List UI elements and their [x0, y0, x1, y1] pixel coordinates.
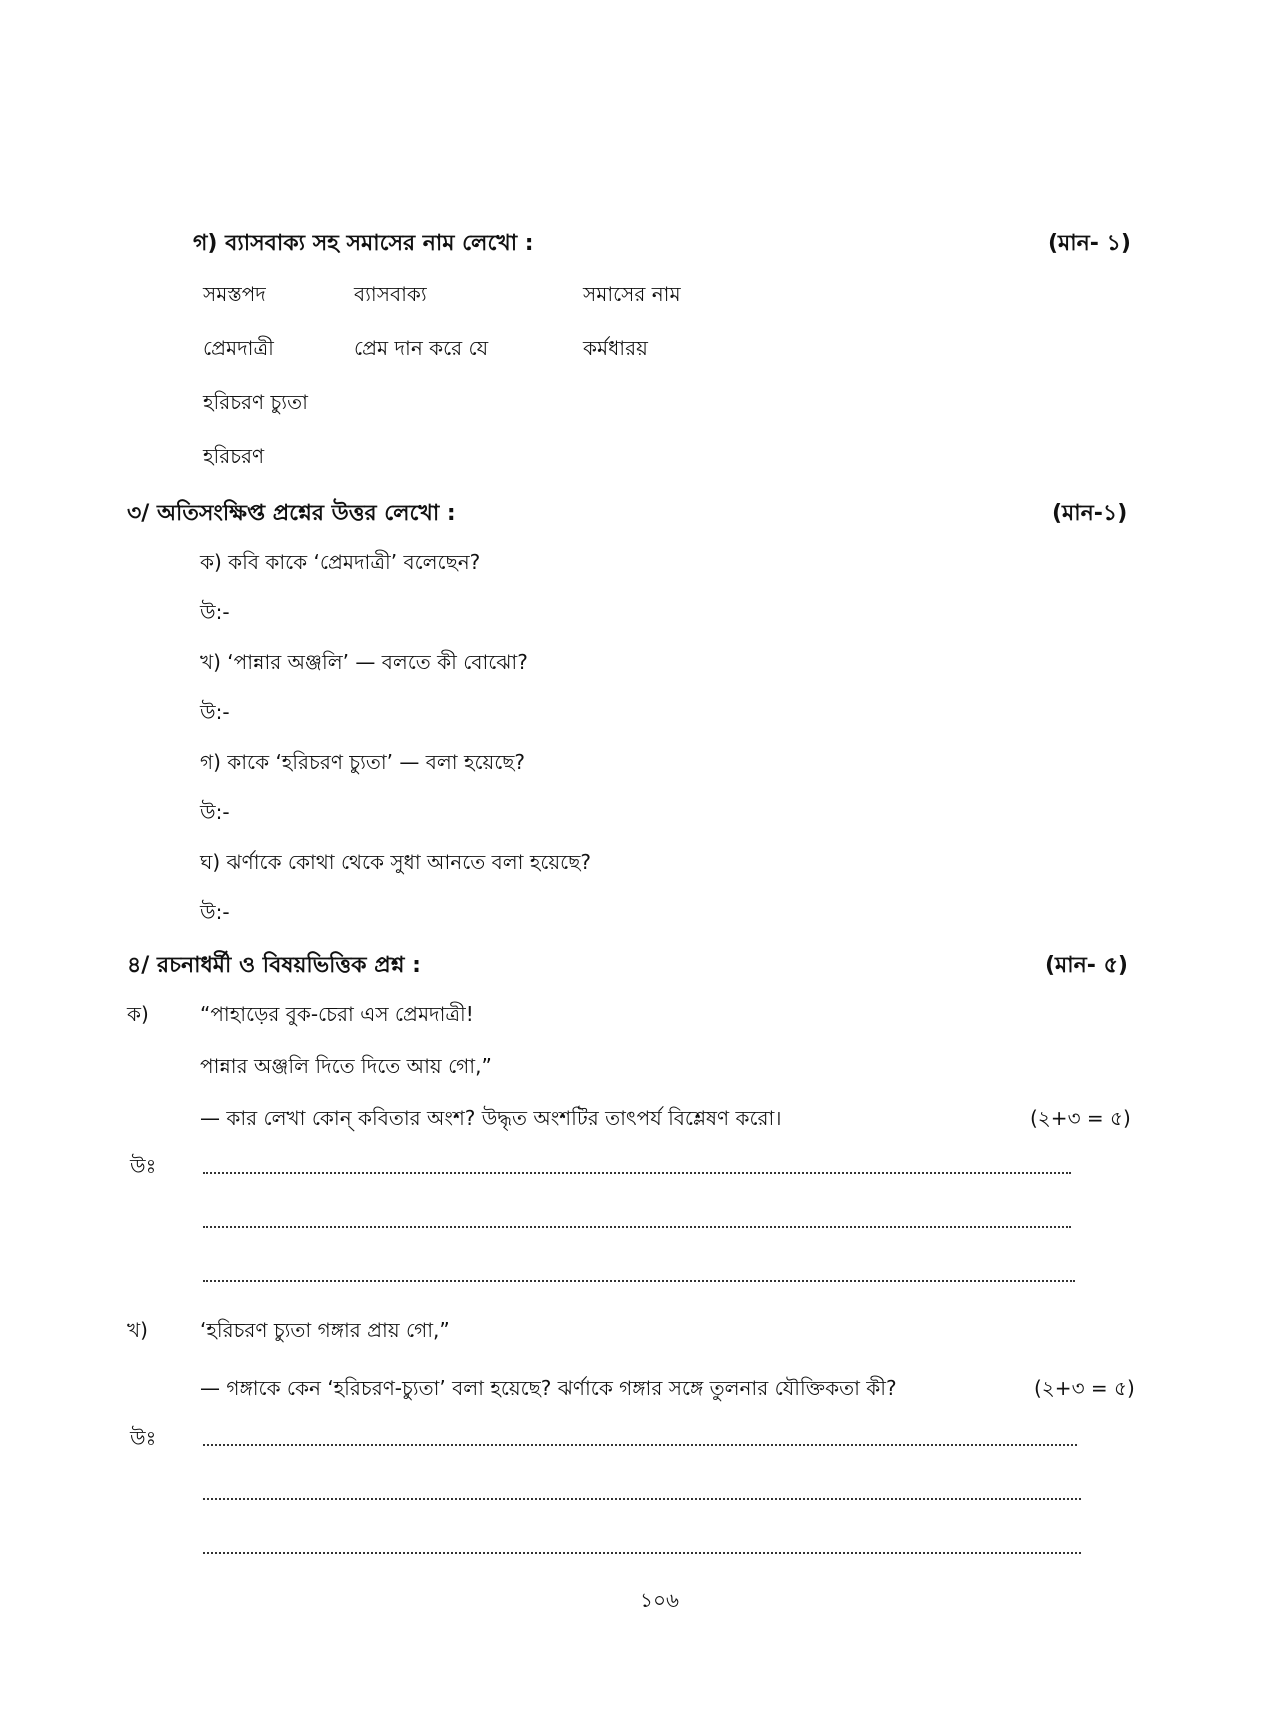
answer-3-ga: উ:- [200, 800, 230, 824]
column-header-samastapad: সমস্তপদ [203, 282, 266, 306]
question-4-ka-label: ক) [127, 1002, 149, 1026]
question-4-kha-label: খ) [127, 1318, 148, 1342]
answer-4-kha-line-3 [203, 1552, 1081, 1554]
question-3-gha: ঘ) ঝর্ণাকে কোথা থেকে সুধা আনতে বলা হয়েছে? [200, 850, 591, 874]
question-4-kha-quote-line-1: ‘হরিচরণ চ্যুতা গঙ্গার প্রায় গো,” [200, 1318, 450, 1342]
question-4-ka-quote-line-2: পান্নার অঞ্জলি দিতে দিতে আয় গো,” [200, 1054, 492, 1078]
table-row-1-word: প্রেমদাত্রী [203, 336, 274, 360]
section-ga-marks: (মান- ১) [1048, 231, 1131, 256]
section-ga-heading: গ) ব্যাসবাক্য সহ সমাসের নাম লেখো : [193, 231, 534, 256]
answer-4-ka-label: উঃ [130, 1154, 157, 1178]
question-4-ka-marks: (২+৩ = ৫) [1030, 1106, 1131, 1130]
answer-3-gha: উ:- [200, 900, 230, 924]
section-3-marks: (মান-১) [1052, 501, 1128, 526]
answer-4-kha-line-1 [203, 1444, 1077, 1446]
column-header-byasbakya: ব্যাসবাক্য [354, 282, 427, 306]
question-3-kha: খ) ‘পান্নার অঞ্জলি’ — বলতে কী বোঝো? [200, 650, 528, 674]
question-4-ka-quote-line-1: “পাহাড়ের বুক-চেরা এস প্রেমদাত্রী! [200, 1002, 474, 1026]
question-3-ga: গ) কাকে ‘হরিচরণ চ্যুতা’ — বলা হয়েছে? [200, 750, 526, 774]
section-3-heading: ৩/ অতিসংক্ষিপ্ত প্রশ্নের উত্তর লেখো : [127, 501, 456, 526]
table-row-1-samas: কর্মধারয় [583, 336, 648, 360]
question-4-kha-marks: (২+৩ = ৫) [1034, 1376, 1135, 1400]
question-3-ka: ক) কবি কাকে ‘প্রেমদাত্রী’ বলেছেন? [200, 550, 481, 574]
section-4-heading: ৪/ রচনাধর্মী ও বিষয়ভিত্তিক প্রশ্ন : [127, 953, 421, 978]
section-4-marks: (মান- ৫) [1045, 953, 1128, 978]
table-row-3-word: হরিচরণ [203, 444, 265, 468]
question-4-ka-text: — কার লেখা কোন্ কবিতার অংশ? উদ্ধৃত অংশটির তাৎপর্য বিশ্লেষণ করো। [200, 1106, 782, 1130]
table-row-1-byasbakya: প্রেম দান করে যে [354, 336, 489, 360]
answer-4-ka-line-2 [203, 1226, 1071, 1228]
answer-4-ka-line-3 [203, 1280, 1075, 1282]
answer-4-kha-line-2 [203, 1498, 1081, 1500]
answer-4-ka-line-1 [203, 1172, 1071, 1174]
question-4-kha-text: — গঙ্গাকে কেন ‘হরিচরণ-চ্যুতা’ বলা হয়েছে? ঝর্ণাকে গঙ্গার সঙ্গে তুলনার যৌক্তিকতা কী? [200, 1376, 897, 1400]
column-header-samas-name: সমাসের নাম [583, 282, 681, 306]
answer-3-ka: উ:- [200, 600, 230, 624]
page-number: ১০৬ [640, 1588, 679, 1612]
answer-4-kha-label: উঃ [130, 1426, 157, 1450]
table-row-2-word: হরিচরণ চ্যুতা [203, 390, 308, 414]
answer-3-kha: উ:- [200, 700, 230, 724]
